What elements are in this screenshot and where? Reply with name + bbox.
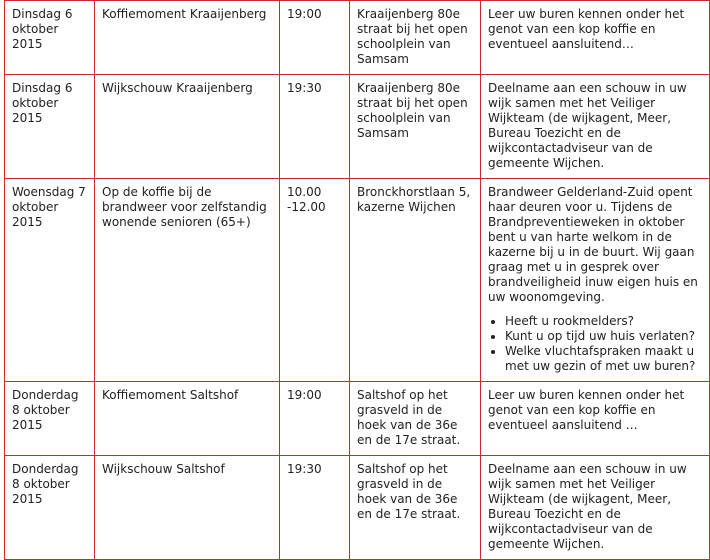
table-row	[5, 382, 710, 456]
table-row	[5, 1, 710, 75]
table-row	[5, 456, 710, 560]
event-title: Wijkschouw Saltshof	[95, 456, 280, 560]
event-date: Woensdag 7 oktober 2015	[5, 179, 95, 382]
event-title: Koffiemoment Saltshof	[95, 382, 280, 456]
event-location: Saltshof op het grasveld in de hoek van de 36e en de 17e straat.	[350, 382, 481, 456]
event-description: Deelname aan een schouw in uw wijk samen met het Veiliger Wijkteam (de wijkagent, Meer, Bureau Toezicht en de wijkcontactadviseur van de gemeente Wijchen.	[481, 456, 710, 560]
events-table	[4, 0, 710, 560]
event-title: Op de koffie bij de brandweer voor zelfstandig wonende senioren (65+)	[95, 179, 280, 382]
question-item: • Welke vluchtafspraken maakt u met uw gezin of met uw buren?	[505, 344, 702, 374]
event-location: Bronckhorstlaan 5, kazerne Wijchen	[350, 179, 481, 382]
event-time: 19:30	[280, 75, 350, 179]
question-item: • Kunt u op tijd uw huis verlaten?	[505, 329, 702, 344]
event-date: Dinsdag 6 oktober 2015	[5, 75, 95, 179]
question-item: • Heeft u rookmelders?	[505, 314, 702, 329]
event-location: Saltshof op het grasveld in de hoek van de 36e en de 17e straat.	[350, 456, 481, 560]
event-title: Wijkschouw Kraaijenberg	[95, 75, 280, 179]
event-description: Brandweer Gelderland-Zuid opent haar deuren voor u. Tijdens de Brandpreventieweken in oktober bent u van harte welkom in de kazerne bij u in de buurt. Wij gaan graag met u in gesprek over brandveiligheid inuw eigen huis en uw woonomgeving.	[488, 185, 698, 304]
question-list	[488, 314, 702, 374]
event-time: 19:30	[280, 456, 350, 560]
event-date: Dinsdag 6 oktober 2015	[5, 1, 95, 75]
table-row	[5, 179, 710, 382]
event-time: 10.00 -12.00	[280, 179, 350, 382]
event-location: Kraaijenberg 80e straat bij het open schoolplein van Samsam	[350, 1, 481, 75]
event-description: Leer uw buren kennen onder het genot van een kop koffie en eventueel aansluitend …	[481, 382, 710, 456]
event-description-cell	[481, 179, 710, 382]
event-location: Kraaijenberg 80e straat bij het open schoolplein van Samsam	[350, 75, 481, 179]
event-description: Leer uw buren kennen onder het genot van een kop koffie en eventueel aansluitend…	[481, 1, 710, 75]
table-row	[5, 75, 710, 179]
event-title: Koffiemoment Kraaijenberg	[95, 1, 280, 75]
event-description: Deelname aan een schouw in uw wijk samen met het Veiliger Wijkteam (de wijkagent, Meer, Bureau Toezicht en de wijkcontactadviseur van de gemeente Wijchen.	[481, 75, 710, 179]
event-time: 19:00	[280, 382, 350, 456]
event-date: Donderdag 8 oktober 2015	[5, 382, 95, 456]
event-time: 19:00	[280, 1, 350, 75]
event-date: Donderdag 8 oktober 2015	[5, 456, 95, 560]
